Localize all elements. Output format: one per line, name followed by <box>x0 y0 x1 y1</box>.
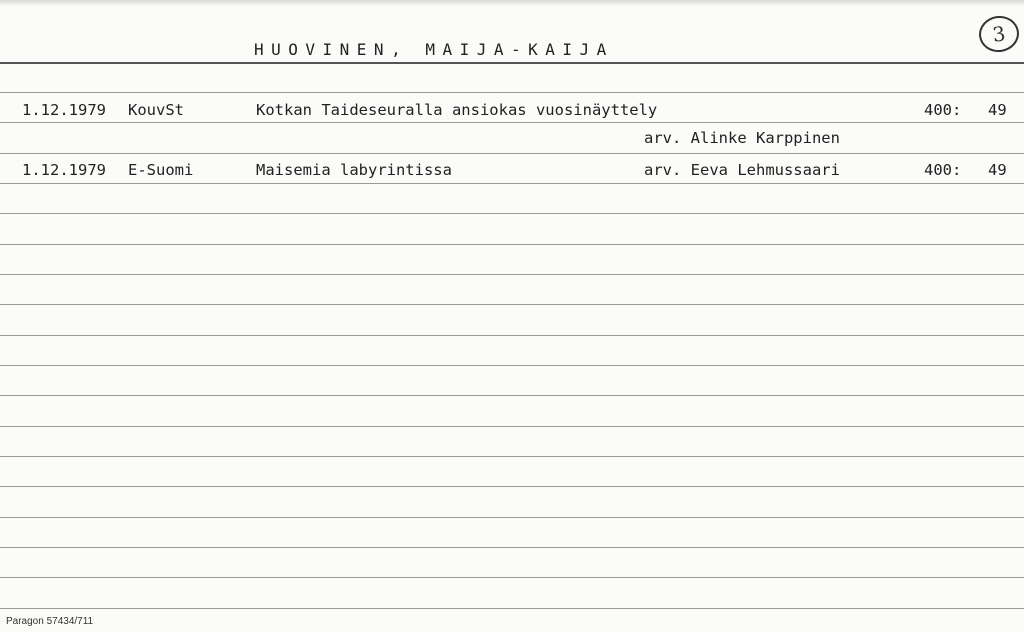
printer-imprint: Paragon 57434/711 <box>6 616 94 627</box>
ruled-line <box>0 608 1024 609</box>
ruled-line <box>0 92 1024 93</box>
ruled-line <box>0 335 1024 336</box>
entry-date: 1.12.1979 <box>22 161 106 179</box>
entry-reviewer: arv. Eeva Lehmussaari <box>644 161 840 179</box>
ruled-line <box>0 274 1024 275</box>
ruled-line <box>0 395 1024 396</box>
header-rule <box>0 62 1024 64</box>
ruled-line <box>0 547 1024 548</box>
entry-number: 49 <box>988 101 1007 119</box>
card-heading-name: HUOVINEN, MAIJA-KAIJA <box>254 40 614 59</box>
entry-code: 400: <box>924 101 962 119</box>
ruled-line <box>0 183 1024 184</box>
entry-code: 400: <box>924 161 962 179</box>
ruled-line <box>0 456 1024 457</box>
ruled-line <box>0 153 1024 154</box>
ruled-line <box>0 365 1024 366</box>
ruled-line <box>0 517 1024 518</box>
entry-date: 1.12.1979 <box>22 101 106 119</box>
ruled-line <box>0 577 1024 578</box>
ruled-line <box>0 213 1024 214</box>
entry-source: KouvSt <box>128 101 184 119</box>
entry-title: Maisemia labyrintissa <box>256 161 452 179</box>
ruled-line <box>0 304 1024 305</box>
entry-number: 49 <box>988 161 1007 179</box>
entry-source: E-Suomi <box>128 161 194 179</box>
ruled-line <box>0 426 1024 427</box>
card-top-edge <box>0 0 1024 6</box>
card-number: 3 <box>991 21 1007 47</box>
ruled-line <box>0 122 1024 123</box>
entry-title: Kotkan Taideseuralla ansiokas vuosinäyttely <box>256 101 658 119</box>
card-number-circle <box>977 13 1022 54</box>
ruled-line <box>0 244 1024 245</box>
ruled-line <box>0 486 1024 487</box>
entry-reviewer: arv. Alinke Karppinen <box>644 129 840 147</box>
